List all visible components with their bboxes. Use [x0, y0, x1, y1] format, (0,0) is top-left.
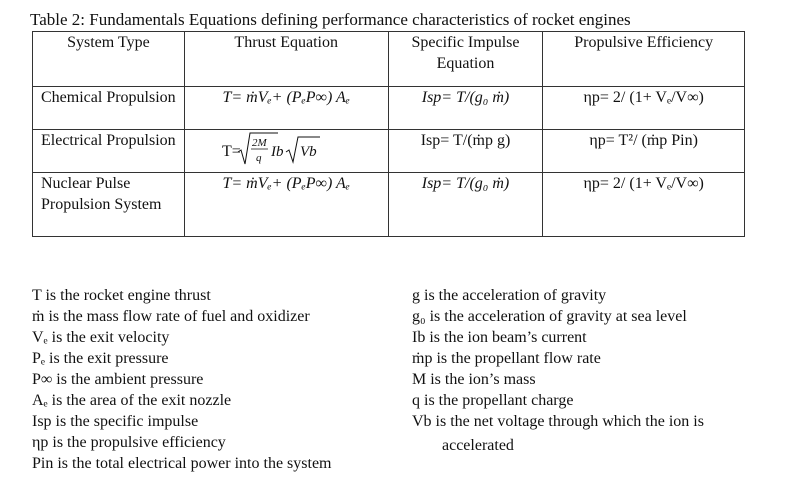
ion-thrust-formula	[216, 130, 356, 170]
specific-impulse-cell: Isp= T/(g₀ ṁ)	[388, 173, 543, 237]
table-row	[33, 130, 745, 173]
table-caption: Table 2: Fundamentals Equations defining performance characteristics of rocket engines	[30, 10, 631, 29]
legend-item: Vb is the net voltage through which the ion is	[412, 413, 704, 430]
legend-item: M is the ion’s mass	[412, 371, 536, 388]
propulsive-efficiency-cell: ηp= 2/ (1+ Vₑ/V∞)	[543, 173, 745, 237]
table-row	[33, 173, 745, 237]
legend-item: q is the propellant charge	[412, 392, 574, 409]
legend-item: Aₑ is the area of the exit nozzle	[32, 392, 232, 409]
voltage-symbol: Vb	[300, 144, 317, 160]
thrust-equation-cell: T= ṁVₑ+ (PₑP∞) Aₑ	[184, 87, 388, 130]
table-row	[33, 87, 745, 130]
thrust-equation-cell	[184, 130, 388, 173]
symbol-legend-left	[32, 285, 331, 474]
equations-table	[32, 31, 745, 237]
header-thrust-equation: Thrust Equation	[184, 32, 388, 87]
legend-item: g is the acceleration of gravity	[412, 287, 607, 304]
system-type-cell: Nuclear Pulse Propulsion System	[33, 173, 185, 237]
fraction-denominator: q	[256, 152, 262, 164]
legend-item-continuation: accelerated	[442, 437, 514, 454]
symbol-legend-right	[412, 285, 704, 456]
legend-item: g₀ is the acceleration of gravity at sea level	[412, 308, 687, 325]
legend-item: Vₑ is the exit velocity	[32, 329, 170, 346]
header-system-type: System Type	[33, 32, 185, 87]
specific-impulse-cell: Isp= T/(ṁp g)	[388, 130, 543, 173]
ion-beam-current-symbol: Ib	[271, 144, 284, 160]
system-type-cell: Chemical Propulsion	[33, 87, 185, 130]
legend-item: Isp is the specific impulse	[32, 413, 199, 430]
legend-item: ηp is the propulsive efficiency	[32, 434, 226, 451]
specific-impulse-cell: Isp= T/(g₀ ṁ)	[388, 87, 543, 130]
fraction-numerator: 2M	[252, 137, 267, 149]
legend-item: Pin is the total electrical power into the system	[32, 455, 332, 472]
formula-prefix: T=	[222, 143, 241, 160]
legend-item: Ib is the ion beam’s current	[412, 329, 587, 346]
legend-item: ṁp is the propellant flow rate	[412, 350, 601, 367]
thrust-equation-cell: T= ṁVₑ+ (PₑP∞) Aₑ	[184, 173, 388, 237]
header-row	[33, 32, 745, 87]
legend-item: ṁ is the mass flow rate of fuel and oxidizer	[32, 308, 310, 325]
legend-item: T is the rocket engine thrust	[32, 287, 211, 304]
legend-item: P∞ is the ambient pressure	[32, 371, 204, 388]
header-propulsive-efficiency: Propulsive Efficiency	[543, 32, 745, 87]
system-type-cell: Electrical Propulsion	[33, 130, 185, 173]
propulsive-efficiency-cell: ηp= T²/ (ṁp Pin)	[543, 130, 745, 173]
header-specific-impulse: Specific Impulse Equation	[388, 32, 543, 87]
propulsive-efficiency-cell: ηp= 2/ (1+ Vₑ/V∞)	[543, 87, 745, 130]
legend-item: Pₑ is the exit pressure	[32, 350, 169, 367]
